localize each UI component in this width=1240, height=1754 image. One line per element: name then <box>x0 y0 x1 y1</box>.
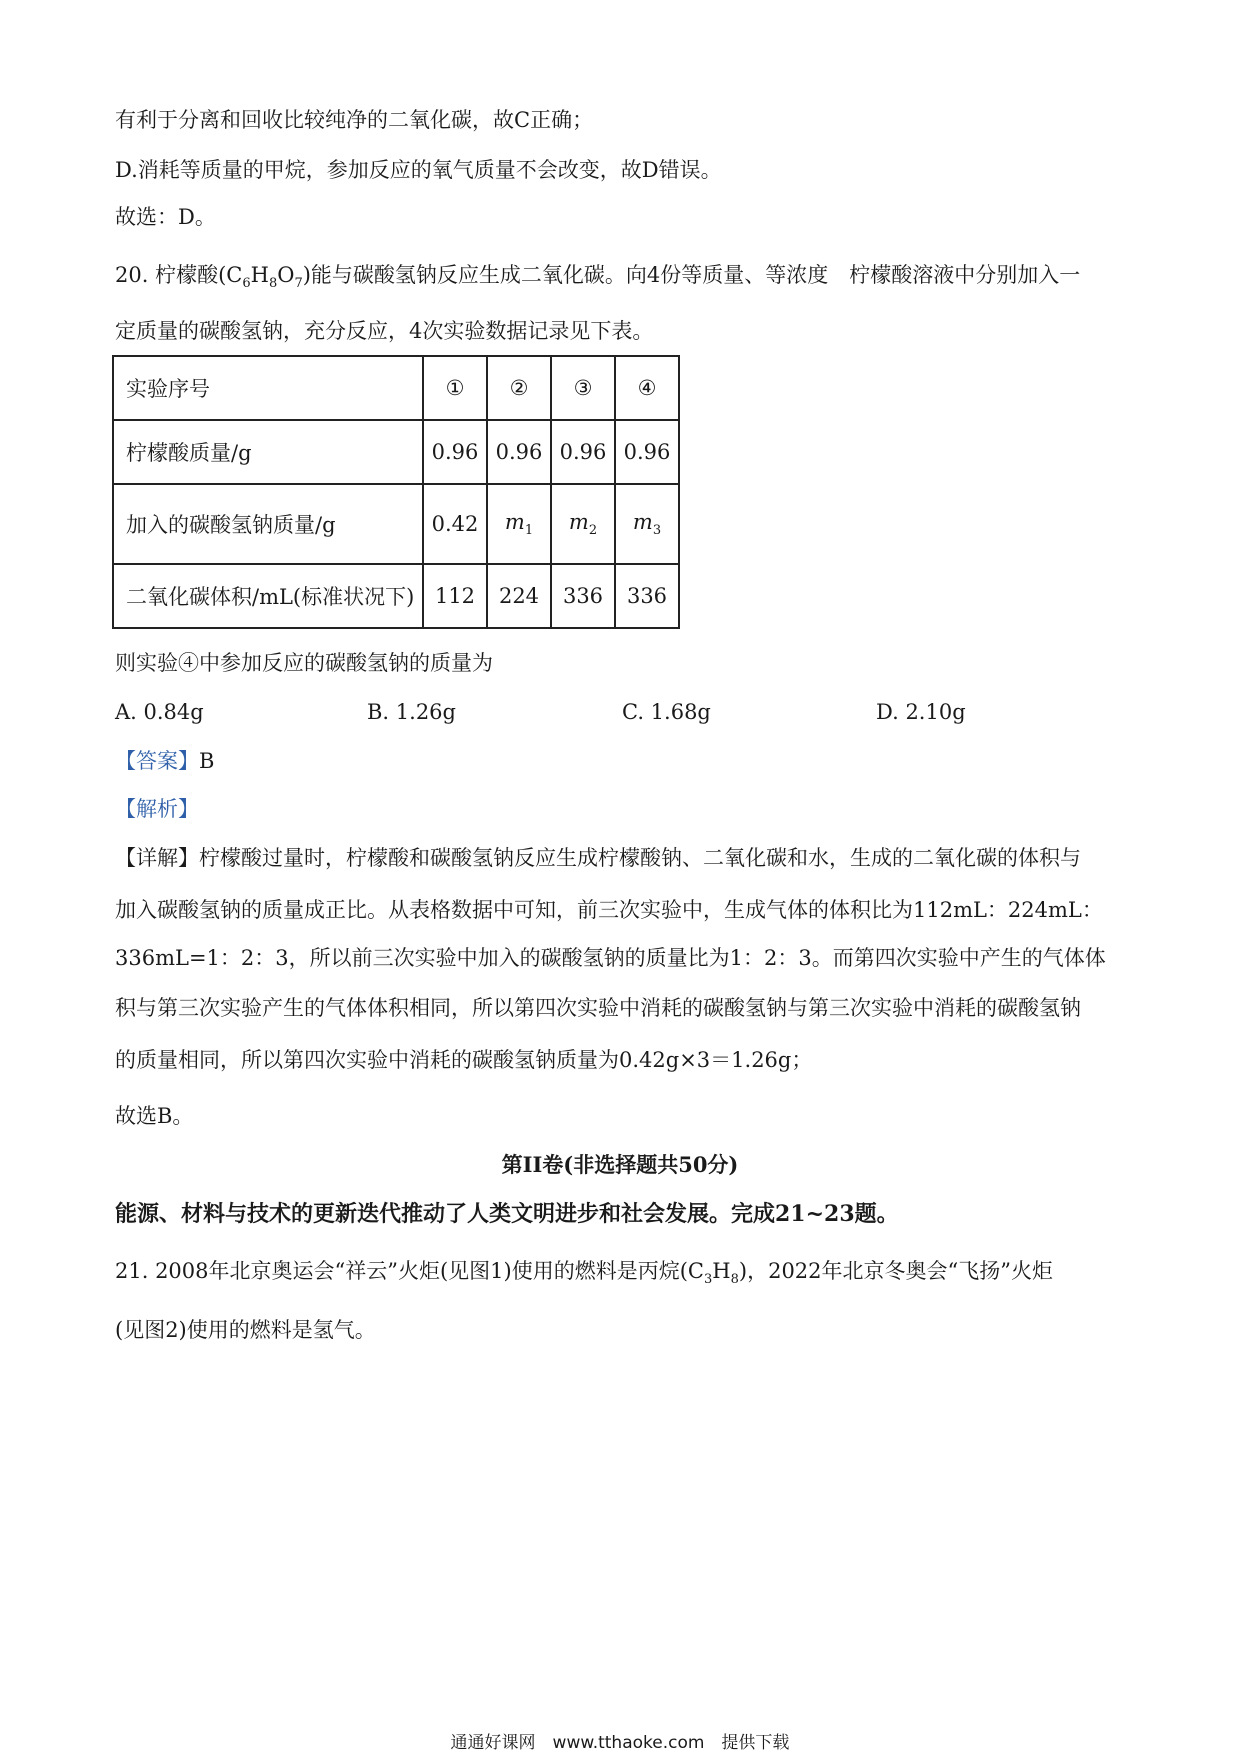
section-title: 第II卷(非选择题共50分) <box>501 1152 739 1177</box>
analysis-tag: 【解析】 <box>115 797 199 821</box>
option-d: D. 2.10g <box>876 700 966 724</box>
table-cell-label: 实验序号 <box>113 356 423 420</box>
table-row <box>113 420 679 484</box>
formula-sub: 8 <box>730 1272 739 1288</box>
variable-sub: 3 <box>652 523 662 539</box>
variable-m: m <box>504 509 525 534</box>
variable-m: m <box>632 509 653 534</box>
table-cell <box>615 484 679 564</box>
detail-line-3: 336mL=1：2：3，所以前三次实验中加入的碳酸氢钠的质量比为1：2：3。而第四次实验中产生的气体体 <box>115 946 1106 970</box>
question-21-line-1 <box>115 1256 1053 1295</box>
formula-element: H <box>250 263 269 287</box>
table-cell <box>487 484 551 564</box>
detail-line-1 <box>115 843 1081 873</box>
text-line-1: 有利于分离和回收比较纯净的二氧化碳，故C正确； <box>115 108 594 132</box>
detail-tag: 【详解】 <box>115 846 199 870</box>
table-row <box>113 356 679 420</box>
table-cell: 0.96 <box>487 420 551 484</box>
table-cell: 336 <box>615 564 679 628</box>
q20-rest: )能与碳酸氢钠反应生成二氧化碳。向4份等质量、等浓度 柠檬酸溶液中分别加入一 <box>302 263 1081 287</box>
table-cell: ③ <box>551 356 615 420</box>
table-cell-label: 加入的碳酸氢钠质量/g <box>113 484 423 564</box>
formula-element: O <box>277 263 295 287</box>
answer-tag: 【答案】 <box>115 749 199 773</box>
table-cell: 336 <box>551 564 615 628</box>
formula-sub: 6 <box>242 276 251 292</box>
table-row <box>113 564 679 628</box>
table-cell: ④ <box>615 356 679 420</box>
variable-sub: 1 <box>524 523 534 539</box>
table-cell: 224 <box>487 564 551 628</box>
table-cell: ① <box>423 356 487 420</box>
choose-b-line: 故选B。 <box>115 1104 194 1128</box>
table-cell-label: 二氧化碳体积/mL(标准状况下) <box>113 564 423 628</box>
table-cell: 0.96 <box>423 420 487 484</box>
variable-m: m <box>568 509 589 534</box>
answer-value: B <box>199 749 215 773</box>
option-c: C. 1.68g <box>622 700 711 724</box>
table-cell: 0.96 <box>551 420 615 484</box>
option-a: A. 0.84g <box>115 700 204 724</box>
question-21-line-2: (见图2)使用的燃料是氢气。 <box>115 1318 376 1342</box>
formula-element: H <box>712 1259 731 1283</box>
q20-prefix: 20. 柠檬酸(C <box>115 263 243 287</box>
question-20-prompt: 则实验④中参加反应的碳酸氢钠的质量为 <box>115 651 493 675</box>
question-20-line-2: 定质量的碳酸氢钠，充分反应，4次实验数据记录见下表。 <box>115 319 654 343</box>
option-b: B. 1.26g <box>367 700 456 724</box>
table-cell: 0.42 <box>423 484 487 564</box>
formula-sub: 8 <box>268 276 278 292</box>
table-row <box>113 484 679 564</box>
page-footer: 通通好课网 www.tthaoke.com 提供下载 <box>450 1733 790 1753</box>
table-cell-label: 柠檬酸质量/g <box>113 420 423 484</box>
table-cell: 0.96 <box>615 420 679 484</box>
experiment-table <box>112 355 680 629</box>
detail-line-5: 的质量相同，所以第四次实验中消耗的碳酸氢钠质量为0.42g×3＝1.26g； <box>115 1048 813 1072</box>
text-line-2: D.消耗等质量的甲烷，参加反应的氧气质量不会改变，故D错误。 <box>115 158 722 182</box>
q21-prefix: 21. 2008年北京奥运会“祥云”火炬(见图1)使用的燃料是丙烷(C <box>115 1259 704 1283</box>
detail-text: 柠檬酸过量时，柠檬酸和碳酸氢钠反应生成柠檬酸钠、二氧化碳和水，生成的二氧化碳的体积与 <box>199 846 1081 870</box>
formula-sub: 3 <box>704 1272 713 1288</box>
table-cell <box>551 484 615 564</box>
q21-rest: )，2022年北京冬奥会“飞扬”火炬 <box>738 1259 1053 1283</box>
detail-line-4: 积与第三次实验产生的气体体积相同，所以第四次实验中消耗的碳酸氢钠与第三次实验中消耗的碳酸氢钠 <box>115 996 1081 1020</box>
formula-sub: 7 <box>294 276 303 292</box>
variable-sub: 2 <box>588 523 598 539</box>
section-intro: 能源、材料与技术的更新迭代推动了人类文明进步和社会发展。完成21~23题。 <box>115 1201 899 1227</box>
answer-line <box>115 746 214 776</box>
detail-line-2: 加入碳酸氢钠的质量成正比。从表格数据中可知，前三次实验中，生成气体的体积比为112mL：224mL： <box>115 898 1103 922</box>
table-cell: 112 <box>423 564 487 628</box>
table-cell: ② <box>487 356 551 420</box>
text-line-3: 故选：D。 <box>115 205 216 229</box>
question-20-line-1 <box>115 260 1080 299</box>
